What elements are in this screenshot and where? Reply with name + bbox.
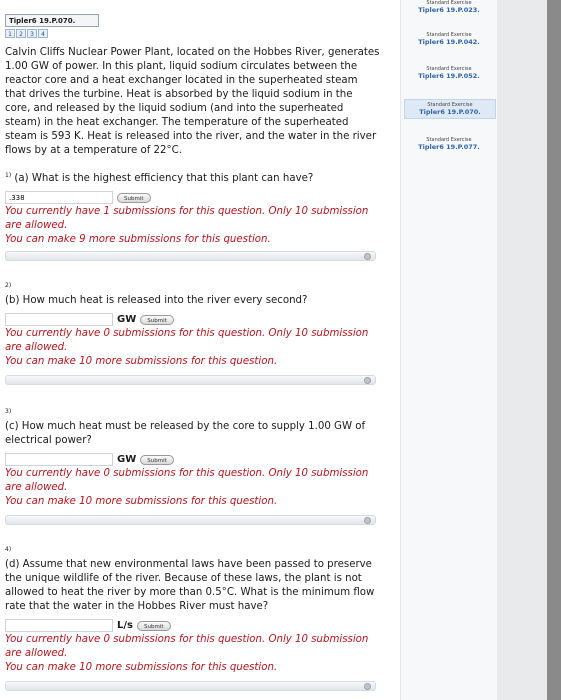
remaining-submissions-message: You can make 9 more submissions for this question.: [5, 234, 271, 245]
scrollbar[interactable]: [547, 0, 561, 700]
submission-count-message: You currently have 0 submissions for this question. Only 10 submission are allowed.: [5, 328, 369, 353]
sidebar-item-code[interactable]: Tipler6 19.P.077.: [418, 143, 480, 151]
expand-bar[interactable]: [5, 515, 376, 525]
sidebar-item-caption: Standard Exercise: [426, 0, 472, 6]
sidebar-item-code[interactable]: Tipler6 19.P.023.: [418, 6, 480, 14]
expand-icon[interactable]: [364, 517, 371, 524]
sidebar-item-caption: Standard Exercise: [426, 137, 472, 143]
question-c: [5, 408, 381, 525]
submit-button[interactable]: Submit: [137, 621, 171, 631]
question-text: (a) What is the highest efficiency that this plant can have?: [14, 173, 314, 184]
expand-bar[interactable]: [5, 375, 376, 385]
expand-icon[interactable]: [364, 377, 371, 384]
problem-statement: Calvin Cliffs Nuclear Power Plant, located on the Hobbes River, generates 1.00 GW of power. In this plant, liquid sodium circulates between the reactor core and a heat exchanger located in the superheated steam that drives the turbine. Heat is absorbed by the liquid sodium in the core, and released by the liquid sodium (and into the superheated steam) in the heat exchanger. The temperature of the superheated steam is 593 K. Heat is released into the river, and the water in the river flows by at a temperature of 22°C.: [5, 47, 380, 156]
question-text: (c) How much heat must be released by the core to supply 1.00 GW of electrical power?: [5, 421, 366, 446]
pager-item-4[interactable]: 4: [38, 29, 48, 38]
sidebar-item-p023[interactable]: [406, 0, 492, 14]
expand-icon[interactable]: [364, 253, 371, 260]
sidebar-item-caption: Standard Exercise: [426, 32, 472, 38]
submission-count-message: You currently have 0 submissions for this question. Only 10 submission are allowed.: [5, 468, 369, 493]
unit-label: L/s: [117, 620, 133, 631]
unit-label: GW: [117, 314, 137, 325]
remaining-submissions-message: You can make 10 more submissions for this question.: [5, 496, 278, 507]
question-number: 1): [5, 172, 12, 179]
answer-input[interactable]: [5, 191, 113, 204]
question-number: 2): [5, 282, 12, 289]
question-d: [5, 546, 381, 691]
answer-row: [5, 190, 381, 205]
question-number: 4): [5, 546, 12, 553]
question-text: (d) Assume that new environmental laws have been passed to preserve the unique wildlife of the river. Because of these laws, the plant is not allowed to heat the river by more than 0.5°C. What is the minimum flow rate that the water in the Hobbes River must have?: [5, 559, 375, 612]
answer-input[interactable]: [5, 453, 113, 466]
answer-row: [5, 618, 381, 633]
answer-row: [5, 312, 381, 327]
sidebar-item-code[interactable]: Tipler6 19.P.042.: [418, 38, 480, 46]
pager-item-1[interactable]: 1: [5, 29, 15, 38]
submission-count-message: You currently have 1 submissions for this question. Only 10 submission are allowed.: [5, 206, 369, 231]
pager-item-2[interactable]: 2: [16, 29, 26, 38]
submission-count-message: You currently have 0 submissions for this question. Only 10 submission are allowed.: [5, 634, 369, 659]
submit-button[interactable]: Submit: [140, 315, 174, 325]
question-number: 3): [5, 408, 12, 415]
sidebar-item-p077[interactable]: [406, 137, 492, 151]
expand-icon[interactable]: [364, 683, 371, 690]
expand-bar[interactable]: [5, 681, 376, 691]
sidebar-item-code[interactable]: Tipler6 19.P.052.: [418, 72, 480, 80]
expand-bar[interactable]: [5, 251, 376, 261]
unit-label: GW: [117, 454, 137, 465]
problem-id: Tipler6 19.P.070.: [5, 14, 99, 27]
sidebar-item-p042[interactable]: [406, 32, 492, 46]
remaining-submissions-message: You can make 10 more submissions for this question.: [5, 356, 278, 367]
sidebar-item-code[interactable]: Tipler6 19.P.070.: [419, 108, 481, 116]
answer-row: [5, 452, 381, 467]
answer-input[interactable]: [5, 313, 113, 326]
pager-item-3[interactable]: 3: [27, 29, 37, 38]
question-a: [5, 172, 381, 261]
answer-input[interactable]: [5, 619, 113, 632]
submit-button[interactable]: Submit: [140, 455, 174, 465]
sidebar-item-p070[interactable]: [404, 99, 496, 119]
remaining-submissions-message: You can make 10 more submissions for this question.: [5, 662, 278, 673]
pager: [5, 29, 48, 38]
question-b: [5, 282, 381, 385]
sidebar-item-caption: Standard Exercise: [426, 66, 472, 72]
sidebar-item-caption: Standard Exercise: [427, 102, 473, 108]
sidebar-item-p052[interactable]: [406, 66, 492, 80]
question-text: (b) How much heat is released into the river every second?: [5, 295, 308, 306]
submit-button[interactable]: Submit: [117, 193, 151, 203]
